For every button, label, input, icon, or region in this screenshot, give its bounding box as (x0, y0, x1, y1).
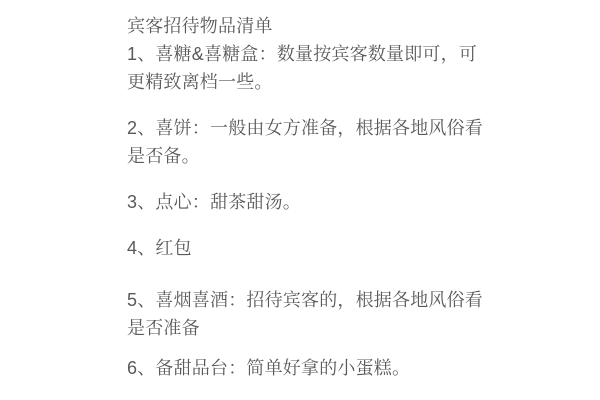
list-item-4: 4、红包 (127, 238, 192, 258)
list-item-6: 6、备甜品台：简单好拿的小蛋糕。 (127, 358, 411, 378)
note-content (127, 12, 489, 382)
note-title: 宾客招待物品清单 (127, 16, 273, 36)
list-item-5: 5、喜烟喜酒：招待宾客的，根据各地风俗看是否准备 (127, 290, 484, 338)
list-item-1: 1、喜糖&喜糖盒：数量按宾客数量即可，可更精致离档一些。 (127, 44, 478, 92)
list-item-2: 2、喜饼：一般由女方准备，根据各地风俗看是否备。 (127, 118, 484, 166)
list-item-3: 3、点心：甜茶甜汤。 (127, 192, 302, 212)
